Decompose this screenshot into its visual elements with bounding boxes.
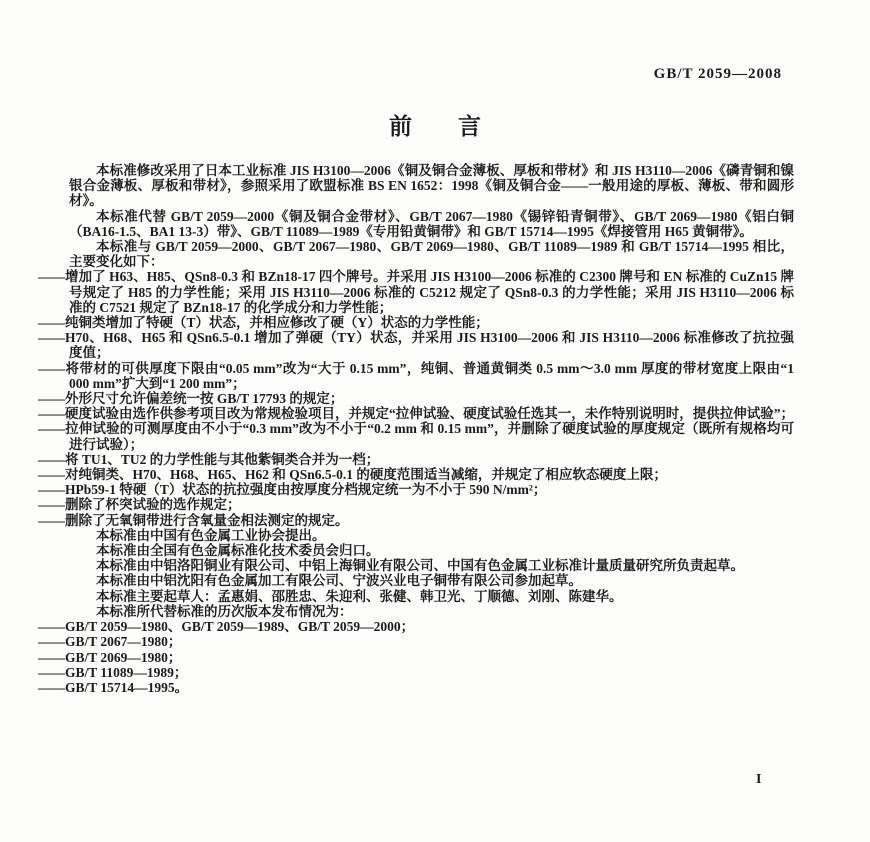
foreword-history-list <box>38 619 794 695</box>
change-item: ——删除了无氧铜带进行含氧量金相法测定的规定。 <box>38 512 349 528</box>
foreword-outro-paragraphs <box>69 528 794 619</box>
change-item: ——增加了 H63、H85、QSn8-0.3 和 BZn18-17 四个牌号。并采用 JIS H3100—2006 标准的 C2300 牌号和 EN 标准的 CuZn15 牌号规定了 H85 的力学性能；采用 JIS H3110—2006 标准的 C5212 规定了 QSn8-0.3 的力学性能；采用 JIS H3110—2006 标准的 C7521 规定了 BZn18-17 的化学成分和力学性能； <box>38 269 794 315</box>
foreword-paragraph: 本标准由中铝沈阳有色金属加工有限公司、宁波兴业电子铜带有限公司参加起草。 <box>96 573 582 589</box>
history-item: ——GB/T 2059—1980、GB/T 2059—1989、GB/T 2059—2000； <box>38 619 415 635</box>
foreword-paragraph: 本标准所代替标准的历次版本发布情况为： <box>96 603 353 619</box>
change-item: ——将带材的可供厚度下限由“0.05 mm”改为“大于 0.15 mm”，纯铜、普通黄铜类 0.5 mm～3.0 mm 厚度的带材宽度上限由“1 000 mm”扩大到“1 200 mm”； <box>38 360 794 391</box>
foreword-paragraph: 本标准由全国有色金属标准化技术委员会归口。 <box>96 543 380 559</box>
foreword-paragraph: 本标准修改采用了日本工业标准 JIS H3100—2006《铜及铜合金薄板、厚板和带材》和 JIS H3110—2006《磷青铜和镍银合金薄板、厚板和带材》，参照采用了欧盟标准 BS EN 1652：1998《铜及铜合金——一般用途的厚板、薄板、带和圆形材》。 <box>69 163 794 209</box>
foreword-paragraph: 本标准主要起草人：孟惠娟、邵胜忠、朱迎利、张健、韩卫光、丁顺德、刘刚、陈建华。 <box>96 588 623 604</box>
change-item: ——H70、H68、H65 和 QSn6.5-0.1 增加了弹硬（TY）状态，并采用 JIS H3100—2006 和 JIS H3110—2006 标准修改了抗拉强度值； <box>38 330 794 361</box>
history-item: ——GB/T 2069—1980； <box>38 649 182 665</box>
foreword-intro-paragraphs <box>69 163 794 269</box>
change-item: ——将 TU1、TU2 的力学性能与其他紫铜类合并为一档； <box>38 451 380 467</box>
history-item: ——GB/T 2067—1980； <box>38 634 182 650</box>
foreword-paragraph: 本标准与 GB/T 2059—2000、GB/T 2067—1980、GB/T 2069—1980、GB/T 11089—1989 和 GB/T 15714—1995 相比，主要变化如下： <box>69 239 794 270</box>
page-number: I <box>756 772 762 787</box>
change-item: ——硬度试验由选作供参考项目改为常规检验项目，并规定“拉伸试验、硬度试验任选其一，未作特别说明时，提供拉伸试验”； <box>38 406 794 422</box>
foreword-paragraph: 本标准由中国有色金属工业协会提出。 <box>96 527 326 543</box>
foreword-paragraph: 本标准代替 GB/T 2059—2000《铜及铜合金带材》、GB/T 2067—1980《锡锌铅青铜带》、GB/T 2069—1980《铝白铜（BA16-1.5、BA1 13-3）带》、GB/T 11089—1989《专用铅黄铜带》和 GB/T 15714—1995《焊接管用 H65 黄铜带》。 <box>69 208 794 239</box>
change-item: ——拉伸试验的可测厚度由不小于“0.3 mm”改为不小于“0.2 mm 和 0.15 mm”，并删除了硬度试验的厚度规定（既所有规格均可进行试验）； <box>38 421 794 452</box>
foreword-paragraph: 本标准由中铝洛阳铜业有限公司、中铝上海铜业有限公司、中国有色金属工业标准计量质量研究所负责起草。 <box>96 558 744 574</box>
history-item: ——GB/T 15714—1995。 <box>38 679 189 695</box>
foreword-change-list <box>38 269 794 528</box>
change-item: ——外形尺寸允许偏差统一按 GB/T 17793 的规定； <box>38 391 344 407</box>
change-item: ——对纯铜类、H70、H68、H65、H62 和 QSn6.5-0.1 的硬度范围适当减缩，并规定了相应软态硬度上限； <box>38 467 667 483</box>
history-item: ——GB/T 11089—1989； <box>38 664 188 680</box>
change-item: ——HPb59-1 特硬（T）状态的抗拉强度由按厚度分档规定统一为不小于 590 N/mm²； <box>38 482 547 498</box>
page-title: 前 言 <box>389 114 481 139</box>
change-item: ——纯铜类增加了特硬（T）状态，并相应修改了硬（Y）状态的力学性能； <box>38 315 489 331</box>
foreword-body <box>38 163 794 695</box>
standard-number: GB/T 2059—2008 <box>653 66 782 82</box>
change-item: ——删除了杯突试验的选作规定； <box>38 497 241 513</box>
